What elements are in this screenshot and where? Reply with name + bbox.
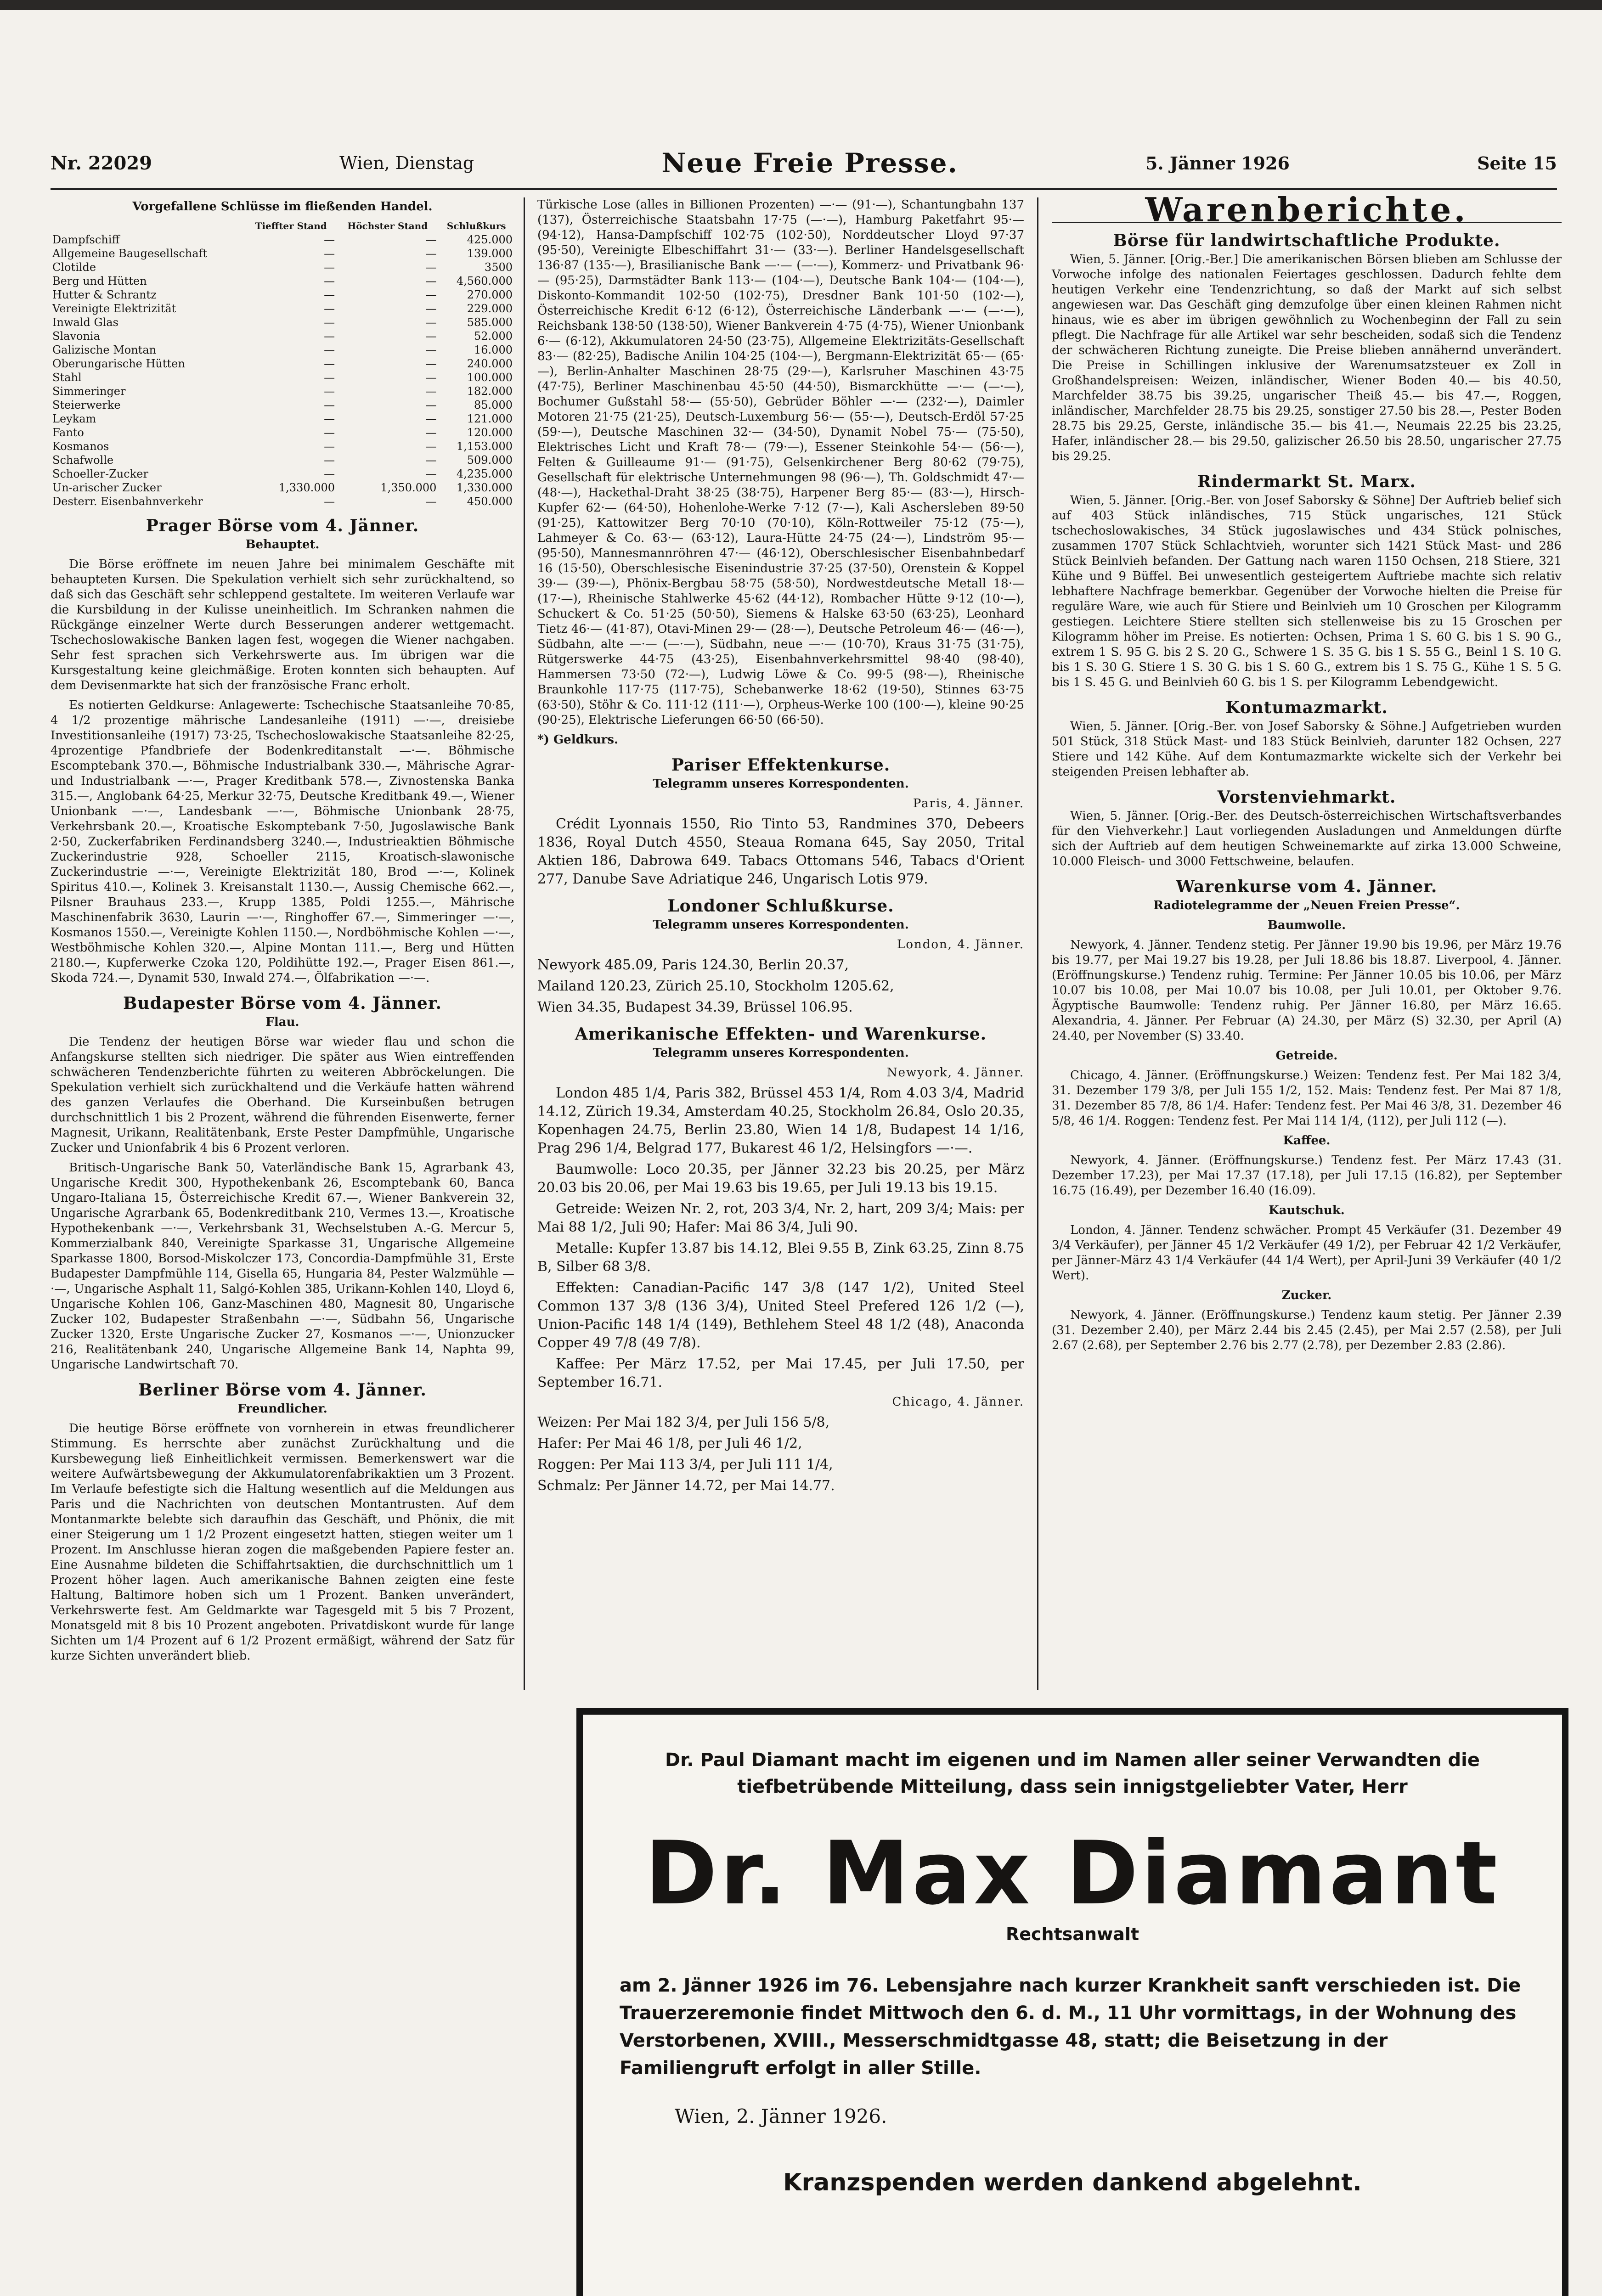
column-rule <box>1037 197 1038 1690</box>
borstenviehmarkt-title: Vorstenviehmarkt. <box>1217 788 1396 807</box>
kontumazmarkt-report: Wien, 5. Jänner. [Orig.-Ber. von Josef Saborsky & Söhne.] Aufgetrieben wurden 501 Stück, 318 Stück Mast- und 183 Stück Beinlvieh, darunter 182 Ochsen, 227 Stiere und 142 Kühe. Auf dem Kontumazmarkte wickelte sich der Verkehr bei steigenden Preisen lebhafter ab. <box>1052 720 1562 779</box>
deal-close: 240.000 <box>467 357 513 370</box>
chicago-line: Roggen: Per Mai 113 3/4, per Juli 111 1/4, <box>537 1457 833 1473</box>
deal-name: Desterr. Eisenbahnverkehr <box>52 495 203 508</box>
deal-name: Un-arischer Zucker <box>52 481 162 494</box>
chicago-line: Weizen: Per Mai 182 3/4, per Juli 156 5/8, <box>537 1414 830 1430</box>
budapest-report: Die Tendenz der heutigen Börse war wieder flau und schon die Anfangskurse stellten sich niedriger. Die später aus Wien eintreffenden schwächeren Tendenzberichte führten zu weiteren Abbröckelungen. Die Spekulation verhielt sich zurückhaltend und die Verkäufe hatten während des ganzen Verlaufes die Oberhand. Die Kurseinbußen betrugen durchschnittlich 1 bis 2 Prozent, während die führenden Eisenwerte, ferner Magnesit, Urikann, Realitätenbank, Erste Pester Dampfmühle, Ungarische Zucker und Unionfabrik 4 bis 6 Prozent verloren. <box>51 1035 514 1155</box>
berlin-quotes: Türkische Lose (alles in Billionen Prozenten) —·— (91·—), Schantungbahn 137 (137), Österreichische Staatsbahn 17·75 (—·—), Hamburg Paketfahrt 95·— (94·12), Hansa-Dampfschiff 102·75 (102·50), Norddeutscher Lloyd 97·37 (95·50), Vereinigte Elbeschiffahrt 31·— (33·—). Berliner Handelsgesellschaft 136·87 (135·—), Brasilianische Bank —·— (—·—), Kommerz- und Privatbank 96·— (95·25), Darmstädter Bank 113·— (104·—), Deutsche Bank 104·— (104·—), Diskonto-Kommandit 102·50 (102·75), Dresdner Bank 101·50 (102·—), Österreichische Kredit 6·12 (6·12), Österreichische Länderbank —·— (—·—), Reichsbank 138·50 (138·50), Wiener Bankverein 4·75 (4·75), Wiener Unionbank 6·— (6·12), Akkumulatoren 24·50 (23·75), Allgemeine Elektrizitäts-Gesellschaft 83·— (82·25), Badische Anilin 104·25 (104·—), Bergmann-Elektrizität 65·— (65·—), Berlin-Anhalter Maschinen 28·75 (29·—), Karlsruher Maschinen 43·75 (47·75), Berliner Maschinenbau 45·50 (44·50), Bismarckhütte —·— (—·—), Bochumer Gußstahl 58·— (55·50), Gebrüder Böhler —·— (232·—), Daimler Motoren 21·75 (21·25), Deutsch-Luxemburg 56·— (55·—), Deutsch-Erdöl 57·25 (59·—), Deutsche Maschinen 32·— (34·50), Dynamit Nobel 75·— (75·50), Elektrisches Licht und Kraft 78·— (79·—), Essener Steinkohle 54·— (56·—), Felten & Guilleaume 91·— (91·75), Gelsenkirchener Berg 80·62 (79·75), Gesellschaft für elektrische Unternehmungen 98 (96·—), Th. Goldschmidt 47·— (48·—), Hackethal-Draht 38·25 (38·75), Harpener Berg 85·— (83·—), Hirsch-Kupfer 62·— (64·50), Hohenlohe-Werke 7·12 (7·—), Kali Aschersleben 89·50 (91·25), Kattowitzer Berg 70·10 (70·10), Köln-Rottweiler 75·12 (75·—), Lahmeyer & Co. 63·— (63·12), Laura-Hütte 24·75 (24·—), Lindström 95·— (95·50), Mannesmannröhren 47·— (46·12), Oberschlesischer Eisenbahnbedarf 16 (15·50), Oberschlesische Eisenindustrie 37·25 (37·50), Orenstein & Koppel 39·— (39·—), Phönix-Bergbau 58·75 (58·50), Nordwestdeutsche Metall 18·— (17·—), Rheinische Stahlwerke 45·62 (44·12), Rombacher Hütte 9·12 (10·—), Schuckert & Co. 51·25 (50·50), Siemens & Halske 63·50 (63·25), Leonhard Tietz 46·— (41·87), Otavi-Minen 29·— (28·—), Deutsche Petroleum 46·— (46·—), Südbahn, alte —·— (—·—), Südbahn, neue —·— (10·70), Kraus 31·75 (31·75), Rütgerswerke 44·75 (43·25), Eisenbahnverkehrsmittel 98·40 (98·40), Hammersen 73·50 (72·—), Ludwig Löwe & Co. 99·5 (98·—), Rheinische Braunkohle 117·75 (117·75), Schebanwerke 18·62 (19·50), Stinnes 63·75 (63·50), Stöhr & Co. 111·12 (111·—), Orpheus-Werke 100 (100·—), kleine 90·25 (90·25), Elektrische Lieferungen 66·50 (66·50). <box>537 198 1024 727</box>
deals-row <box>51 495 514 508</box>
zucker-report: Newyork, 4. Jänner. (Eröffnungskurse.) Tendenz kaum stetig. Per Jänner 2.39 (31. Dezember 2.40), per März 2.44 bis 2.45 (2.45), per Mai 2.57 (2.58), per Juli 2.67 (2.68), per September 2.76 bis 2.77 (2.78), per Dezember 2.83 (2.86). <box>1052 1308 1562 1352</box>
deal-low: — <box>324 454 335 467</box>
baumwolle-title: Baumwolle. <box>1267 918 1346 932</box>
scan-edge <box>0 0 1602 10</box>
deal-close: 229.000 <box>467 302 513 315</box>
deal-name: Hutter & Schrantz <box>52 288 157 301</box>
deal-name: Schafwolle <box>52 454 114 467</box>
deal-name: Inwald Glas <box>52 316 118 329</box>
deal-high: — <box>425 385 437 398</box>
deals-row <box>51 467 514 481</box>
deal-high: — <box>425 233 437 246</box>
deal-low: — <box>324 412 335 425</box>
deal-high: — <box>425 343 437 356</box>
berlin-title: Berliner Börse vom 4. Jänner. <box>138 1380 427 1400</box>
amerika-metals: Metalle: Kupfer 13.87 bis 14.12, Blei 9.55 B, Zink 63.25, Zinn 8.75 B, Silber 68 3/8. <box>537 1240 1024 1275</box>
deal-low: — <box>324 247 335 260</box>
obituary-place-date: Wien, 2. Jänner 1926. <box>675 2105 887 2127</box>
budapest-title: Budapester Börse vom 4. Jänner. <box>123 994 442 1013</box>
deal-close: 1,330.000 <box>456 481 513 494</box>
deal-high: — <box>425 399 437 411</box>
deal-close: 120.000 <box>467 426 513 439</box>
deal-high: — <box>425 440 437 453</box>
column-middle <box>537 197 1024 1498</box>
deal-name: Galizische Montan <box>52 343 157 356</box>
chicago-line: Schmalz: Per Jänner 14.72, per Mai 14.77. <box>537 1478 835 1494</box>
deal-name: Vereinigte Elektrizität <box>52 302 176 315</box>
deal-close: 4,560.000 <box>456 275 513 287</box>
deal-name: Berg und Hütten <box>52 275 147 287</box>
deal-low: — <box>324 467 335 480</box>
zucker-title: Zucker. <box>1281 1289 1332 1302</box>
deals-col-high: Höchster Stand <box>347 220 428 231</box>
deal-close: 585.000 <box>467 316 513 329</box>
deals-body <box>51 233 514 508</box>
london-line: Mailand 120.23, Zürich 25.10, Stockholm 1205.62, <box>537 978 894 994</box>
kontumazmarkt-title: Kontumazmarkt. <box>1225 698 1388 717</box>
deal-low: — <box>324 288 335 301</box>
berlin-subtitle: Freundlicher. <box>237 1402 327 1416</box>
obituary-profession: Rechtsanwalt <box>1005 1924 1139 1944</box>
page-number: Seite 15 <box>1477 152 1557 174</box>
deal-low: — <box>324 426 335 439</box>
deals-row <box>51 247 514 260</box>
deal-close: 3500 <box>484 261 513 274</box>
deal-close: 100.000 <box>467 371 513 384</box>
deal-name: Simmeringer <box>52 385 126 398</box>
paris-dateline: Paris, 4. Jänner. <box>913 797 1024 810</box>
deal-high: — <box>425 454 437 467</box>
amerika-effects: Effekten: Canadian-Pacific 147 3/8 (147 1/2), United Steel Common 137 3/8 (136 3/4), United Steel Prefered 126 1/2 (—), Union-Pacific 148 1/4 (149), Bethlehem Steel 48 1/2 (48), Anaconda Copper 49 7/8 (49 7/8). <box>537 1280 1024 1351</box>
deal-name: Oberungarische Hütten <box>52 357 185 370</box>
prag-quotes: Es notierten Geldkurse: Anlagewerte: Tschechische Staatsanleihe 70·85, 4 1/2 prozentige mährische Landesanleihe (1911) —·—, dreisiebe Investitionsanleihe (1917) 73·25, Tschechoslowakische Staatsanleihe 82·25, 4prozentige Pfandbriefe der Bodenkreditanstalt —·—. Böhmische Escomptebank 370.—, Böhmische Industrialbank 330.—, Mährische Agrar- und Industrialbank —·—, Prager Kreditbank 578.—, Zivnostenska Banka 315.—, Anglobank 64·25, Merkur 32·75, Deutsche Kreditbank 49.—, Wiener Unionbank —·—, Landesbank —·—, Böhmische Unionbank 28·75, Verkehrsbank 20.—, Kroatische Eskomptebank 7·50, Jugoslawische Bank 2·50, Zuckerfabriken Ferdinandsberg 3240.—, Industrieaktien Böhmische Zuckerindustrie 928, Schoeller 2115, Kroatisch-slawonische Zuckerindustrie —·—, Vereinigte Elektrizität 180, Brod —·—, Kolinek Spiritus 410.—, Kolinek 3. Kreisanstalt 1130.—, Aussig Chemische 662.—, Pilsner Brauhaus 233.—, Krupp 1385, Poldi 1255.—, Mährische Maschinenfabrik 3630, Laurin —·—, Ringhoffer 67.—, Simmeringer —·—, Kosmanos 1550.—, Vereinigte Kohlen 1150.—, Nordböhmische Kohlen —·—, Westböhmische Kohlen 320.—, Alpine Montan 111.—, Berg und Hütten 2180.—, Kupferwerke Czoka 120, Poldihütte 192.—, Prager Eisen 861.—, Skoda 724.—, Dynamit 530, Inwald 274.—, Ölfabrikation —·—. <box>51 698 514 985</box>
boerse-title: Börse für landwirtschaftliche Produkte. <box>1113 231 1500 250</box>
deal-close: 450.000 <box>467 495 513 508</box>
deal-low: — <box>324 343 335 356</box>
borstenviehmarkt-report: Wien, 5. Jänner. [Orig.-Ber. des Deutsch-österreichischen Wirtschaftsverbandes für den Viehverkehr.] Laut vorliegenden Ausladungen und Anmeldungen dürfte sich der Auftrieb auf dem heutigen Schweinemarkte auf zirka 13.000 Schweine, 10.000 Fleisch- und 3000 Fettschweine, belaufen. <box>1052 809 1562 868</box>
kautschuk-title: Kautschuk. <box>1269 1204 1345 1217</box>
deal-close: 121.000 <box>467 412 513 425</box>
london-dateline: London, 4. Jänner. <box>897 938 1024 951</box>
amerika-subtitle: Telegramm unseres Korrespondenten. <box>653 1046 909 1060</box>
obituary-footer: Kranzspenden werden dankend abgelehnt. <box>783 2169 1362 2196</box>
warenkurse-subtitle: Radiotelegramme der „Neuen Freien Presse“. <box>1153 899 1460 912</box>
deal-low: 1,330.000 <box>278 481 335 494</box>
deal-high: — <box>425 357 437 370</box>
deals-row <box>51 357 514 371</box>
rindermarkt-title: Rindermarkt St. Marx. <box>1197 472 1416 491</box>
deal-name: Stahl <box>52 371 82 384</box>
deals-row <box>51 302 514 315</box>
deals-row <box>51 384 514 398</box>
kaffee-title: Kaffee. <box>1283 1134 1331 1148</box>
boerse-report: Wien, 5. Jänner. [Orig.-Ber.] Die amerikanischen Börsen blieben am Schlusse der Vorwoche infolge des nationalen Feiertages geschlossen. Dadurch fehlte dem heutigen Verkehr eine Tendenzrichtung, so daß der Markt auf sich selbst angewiesen war. Das Geschäft ging demzufolge über einen kleinen Rahmen nicht hinaus, wie es aber im übrigen gewöhnlich zu Wochenbeginn der Fall zu sein pflegt. Die Nachfrage für alle Artikel war sehr bescheiden, sodaß sich die Tendenz der schwächeren Richtung zuneigte. Die Preise blieben annähernd unverändert. Die Preise in Schillingen inklusive der Warenumsatzsteuer ex Zoll in Großhandelspreisen: Weizen, inländischer, Wiener Boden 40.— bis 40.50, Marchfelder 38.75 bis 39.25, ungarischer Theiß 45.— bis 47.—, Roggen, inländischer, Marchfelder 28.75 bis 29.25, sonstiger 27.50 bis 28.—, Pester Boden 28.75 bis 29.25, Gerste, inländische 35.— bis 41.—, Neumais 22.25 bis 23.25, Hafer, inländischer 28.— bis 29.50, galizischer 26.50 bis 28.50, ungarischer 27.75 bis 29.25. <box>1052 253 1562 463</box>
deal-high: — <box>425 495 437 508</box>
deal-close: 85.000 <box>474 399 513 411</box>
baumwolle-report: Newyork, 4. Jänner. Tendenz stetig. Per Jänner 19.90 bis 19.96, per März 19.76 bis 19.77, per Mai 19.27 bis 19.28, per Juli 18.86 bis 18.87. Liverpool, 4. Jänner. (Eröffnungskurse.) Tendenz ruhig. Termine: Per Jänner 10.05 bis 10.06, per März 10.07 bis 10.08, per Mai 10.07 bis 10.08, per Juli 10.01, per Oktober 9.76. Ägyptische Baumwolle: Tendenz ruhig. Per Jänner 16.80, per März 16.65. Alexandria, 4. Jänner. Per Februar (A) 24.30, per März (S) 32.30, per April (A) 24.40, per November (S) 33.40. <box>1052 938 1562 1043</box>
deal-low: — <box>324 275 335 287</box>
deal-close: 52.000 <box>474 330 513 343</box>
london-line: Wien 34.35, Budapest 34.39, Brüssel 106.95. <box>537 999 853 1015</box>
page-header <box>51 138 1557 190</box>
london-line: Newyork 485.09, Paris 124.30, Berlin 20.37, <box>537 957 849 973</box>
deal-high: — <box>425 275 437 287</box>
deals-header-row <box>51 219 514 233</box>
deal-close: 1,153.000 <box>456 440 513 453</box>
paris-quotes: Crédit Lyonnais 1550, Rio Tinto 53, Randmines 370, Debeers 1836, Royal Dutch 4550, Steaua Romana 645, Say 2050, Trital Aktien 186, Dabrowa 649. Tabacs Ottomans 546, Tabacs d'Orient 277, Danube Save Adriatique 246, Ungarisch Lotis 979. <box>537 816 1024 887</box>
deals-row <box>51 426 514 439</box>
deals-row <box>51 371 514 384</box>
warenberichte-title: Warenberichte. <box>1052 202 1562 223</box>
deal-close: 509.000 <box>467 454 513 467</box>
deal-low: — <box>324 233 335 246</box>
deal-low: — <box>324 302 335 315</box>
deals-col-close: Schlußkurs <box>446 220 506 231</box>
amerika-title: Amerikanische Effekten- und Warenkurse. <box>575 1024 987 1044</box>
london-title: Londoner Schlußkurse. <box>667 896 894 916</box>
amerika-coffee: Kaffee: Per März 17.52, per Mai 17.45, per Juli 17.50, per September 16.71. <box>537 1356 1024 1390</box>
deals-row <box>51 343 514 357</box>
column-left <box>51 197 514 1668</box>
deal-low: — <box>324 495 335 508</box>
chicago-line: Hafer: Per Mai 46 1/8, per Juli 46 1/2, <box>537 1435 802 1452</box>
amerika-dateline: Newyork, 4. Jänner. <box>886 1066 1024 1080</box>
deal-close: 4,235.000 <box>456 467 513 480</box>
header-date: 5. Jänner 1926 <box>1145 152 1290 174</box>
budapest-quotes: Britisch-Ungarische Bank 50, Vaterländische Bank 15, Agrarbank 43, Ungarische Kredit 300, Hypothekenbank 26, Escomptebank 60, Banca Ungaro-Italiana 15, Österreichische Kredit 67.—, Wiener Bankverein 32, Ungarische Agrarbank 65, Bodenkreditbank 210, Vermes 13.—, Kroatische Hypothekenbank —·—, Verkehrsbank 31, Wechselstuben A.-G. Mercur 5, Kommerzialbank 840, Vereinigte Sparkasse 31, Ungarische Allgemeine Sparkasse 1800, Borsod-Miskolczer 173, Concordia-Dampfmühle 31, Erste Budapester Dampfmühle 114, Gisella 65, Hungaria 84, Pester Walzmühle —·—, Ungarische Asphalt 11, Salgó-Kohlen 385, Urikann-Kohlen 140, Lloyd 6, Ungarische Kohlen 106, Ganz-Maschinen 480, Magnesit 80, Ungarische Zucker 102, Budapester Straßenbahn —·—, Südbahn 56, Ungarische Zucker 1320, Erste Ungarische Zucker 27, Kosmanos —·—, Unionzucker 216, Realitätenbank 240, Ungarische Allgemeine Bank 14, Naphta 99, Ungarische Landwirtschaft 70. <box>51 1161 514 1372</box>
chicago-dateline: Chicago, 4. Jänner. <box>892 1395 1024 1409</box>
kautschuk-report: London, 4. Jänner. Tendenz schwächer. Prompt 45 Verkäufer (31. Dezember 49 3/4 Verkäufer), per Jänner 45 1/2 Verkäufer (49 1/2), per Februar 42 1/2 Verkäufer, per Jänner-März 43 1/4 Verkäufer (44 1/4 Wert), per April-Juni 39 Verkäufer (40 1/2 Wert). <box>1052 1223 1562 1283</box>
column-right <box>1052 190 1562 1358</box>
deals-row <box>51 288 514 302</box>
paris-title: Pariser Effektenkurse. <box>671 755 891 775</box>
deal-high: — <box>425 330 437 343</box>
deals-title: Vorgefallene Schlüsse im fließenden Handel. <box>132 200 433 214</box>
deal-name: Slavonia <box>52 330 100 343</box>
deal-high: — <box>425 288 437 301</box>
amerika-exchange: London 485 1/4, Paris 382, Brüssel 453 1/4, Rom 4.03 3/4, Madrid 14.12, Zürich 19.34, Amsterdam 40.25, Stockholm 26.84, Oslo 20.35, Kopenhagen 24.75, Berlin 23.80, Wien 14 1/8, Budapest 14 1/16, Prag 296 1/4, Belgrad 177, Bukarest 46 1/2, Helsingfors —·—. <box>537 1085 1024 1156</box>
deals-row <box>51 233 514 247</box>
deal-low: — <box>324 385 335 398</box>
prag-title: Prager Börse vom 4. Jänner. <box>146 516 419 535</box>
column-rule <box>524 197 525 1690</box>
deal-low: — <box>324 399 335 411</box>
deals-row <box>51 274 514 288</box>
deal-high: — <box>425 412 437 425</box>
deal-name: Fanto <box>52 426 84 439</box>
deals-row <box>51 315 514 329</box>
deals-row <box>51 439 514 453</box>
berlin-report: Die heutige Börse eröffnete von vornherein in etwas freundlicherer Stimmung. Es herrschte aber zunächst Zurückhaltung und die Kursbewegung ließ Einheitlichkeit vermissen. Bemerkenswert war die weitere Aufwärtsbewegung der Akkumulatorenfabrikaktien um 3 Prozent. Im Verlaufe befestigte sich die Haltung wesentlich auf die Meldungen aus Paris und die Nachrichten von deutschen Montantrusten. Auf dem Montanmarkte belebte sich daraufhin das Geschäft, und Phönix, die mit einer Steigerung um 1 1/2 Prozent eingesetzt hatten, stiegen weiter um 1 Prozent. Im Anschlusse hieran zogen die maßgebenden Papiere fester an. Eine Ausnahme bildeten die Schiffahrtsaktien, die durchschnittlich um 1 Prozent höher lagen. Auch amerikanische Bahnen zeigten eine feste Haltung, Baltimore hoben sich um 1 Prozent. Banken unverändert, Verkehrswerte fest. Am Geldmarkte war Tagesgeld mit 5 bis 7 Prozent, Monatsgeld mit 8 bis 10 Prozent angeboten. Privatdiskont wurde für lange Sichten um 1/4 Prozent auf 6 1/2 Prozent ermäßigt, während der Satz für kurze Sichten unverändert blieb. <box>51 1422 514 1663</box>
header-place-day: Wien, Dienstag <box>339 153 474 173</box>
deal-name: Allgemeine Baugesellschaft <box>52 247 208 260</box>
obituary-details: am 2. Jänner 1926 im 76. Lebensjahre nach kurzer Krankheit sanft verschieden ist. Die Trauerzeremonie findet Mittwoch den 6. d. M., 11 Uhr vormittags, in der Wohnung des Verstorbenen, XVIII., Messerschmidtgasse 48, statt; die Beisetzung in der Familiengruft erfolgt in aller Stille. <box>620 1975 1521 2079</box>
obituary-intro: Dr. Paul Diamant macht im eigenen und im Namen aller seiner Verwandten die tiefbetrübende Mitteilung, dass sein innigstgeliebter Vater, Herr <box>665 1750 1480 1797</box>
deal-high: — <box>425 426 437 439</box>
deal-name: Leykam <box>52 412 96 425</box>
deal-high: — <box>425 247 437 260</box>
getreide-report: Chicago, 4. Jänner. (Eröffnungskurse.) Weizen: Tendenz fest. Per Mai 182 3/4, 31. Dezember 179 3/8, per Juli 155 1/2, 152. Mais: Tendenz fest. Per Mai 87 1/8, 31. Dezember 85 7/8, 86 1/4. Hafer: Tendenz fest. Per Mai 46 3/8, 31. Dezember 46 5/8, 46 1/4. Roggen: Tendenz fest. Per Mai 114 1/4, (112), per Juli 112 (—). <box>1052 1069 1562 1128</box>
budapest-subtitle: Flau. <box>265 1015 299 1029</box>
deal-close: 16.000 <box>474 343 513 356</box>
deal-low: — <box>324 371 335 384</box>
amerika-cotton: Baumwolle: Loco 20.35, per Jänner 32.23 bis 20.25, per März 20.03 bis 20.06, per Mai 19.63 bis 19.65, per Juli 19.13 bis 19.15. <box>537 1161 1024 1196</box>
deal-low: — <box>324 316 335 329</box>
deal-close: 270.000 <box>467 288 513 301</box>
deals-table <box>51 219 514 508</box>
deal-low: — <box>324 440 335 453</box>
deal-high: — <box>425 371 437 384</box>
deal-close: 425.000 <box>467 233 513 246</box>
deal-high: — <box>425 302 437 315</box>
deals-row <box>51 412 514 426</box>
deal-name: Kosmanos <box>52 440 109 453</box>
prag-subtitle: Behauptet. <box>245 538 320 551</box>
deal-high: — <box>425 261 437 274</box>
deal-high: 1,350.000 <box>380 481 437 494</box>
deal-close: 182.000 <box>467 385 513 398</box>
obituary-name: Dr. Max Diamant <box>645 1823 1500 1924</box>
deals-row <box>51 453 514 467</box>
deals-row <box>51 481 514 495</box>
issue-number: Nr. 22029 <box>51 152 152 174</box>
getreide-title: Getreide. <box>1275 1049 1338 1063</box>
deal-high: — <box>425 316 437 329</box>
deals-row <box>51 398 514 412</box>
deals-col-low: Tieffter Stand <box>255 220 327 231</box>
deal-close: 139.000 <box>467 247 513 260</box>
deal-low: — <box>324 261 335 274</box>
deal-name: Schoeller-Zucker <box>52 467 148 480</box>
amerika-grain: Getreide: Weizen Nr. 2, rot, 203 3/4, Nr. 2, hart, 209 3/4; Mais: per Mai 88 1/2, Juli 90; Hafer: Mai 86 3/4, Juli 90. <box>537 1201 1024 1235</box>
deal-low: — <box>324 357 335 370</box>
london-subtitle: Telegramm unseres Korrespondenten. <box>653 918 909 932</box>
prag-report: Die Börse eröffnete im neuen Jahre bei minimalem Geschäfte mit behaupteten Kursen. Die Spekulation verhielt sich sehr zurückhaltend, so daß sich das Geschäft sehr schleppend gestaltete. Im weiteren Verlaufe war die Kursbildung in der Kulisse uneinheitlich. Im Schranken nahmen die Rückgänge einzelner Werte durch Besserungen anderer wettgemacht. Tschechoslowakische Banken lagen fest, wogegen die Wiener nachgaben. Sehr fest sprachen sich Verkehrswerte aus. Im übrigen war die Kursgestaltung keine gleichmäßige. Eroten konnten sich behaupten. Auf dem Devisenmarkte hat sich der französische Franc erholt. <box>51 557 514 692</box>
deal-name: Steierwerke <box>52 399 121 411</box>
warenkurse-title: Warenkurse vom 4. Jänner. <box>1176 877 1438 896</box>
berlin-quotes-note: *) Geldkurs. <box>537 733 619 747</box>
paris-subtitle: Telegramm unseres Korrespondenten. <box>653 777 909 791</box>
deals-row <box>51 329 514 343</box>
deal-low: — <box>324 330 335 343</box>
deal-name: Dampfschiff <box>52 233 120 246</box>
rindermarkt-report: Wien, 5. Jänner. [Orig.-Ber. von Josef Saborsky & Söhne] Der Auftrieb belief sich auf 403 Stück inländisches, 715 Stück ungarisches, 121 Stück tschechoslowakisches, 34 Stück jugoslawisches und 434 Stück polnisches, zusammen 1707 Stück Schlachtvieh, worunter sich 1421 Stück Mast- und 286 Stück Beinlvieh befanden. Der Gattung nach waren 1150 Ochsen, 218 Stiere, 321 Kühe und 9 Büffel. Bei unwesentlich gesteigertem Auftriebe machte sich relativ lebhaftere Nachfrage bemerkbar. Gegenüber der Vorwoche hielten die Preise für reguläre Ware, wie auch für Stiere und Beinlvieh um 10 Groschen per Kilogramm gestiegen. Leichtere Stiere stellten sich stellenweise bis zu 15 Groschen per Kilogramm höher im Preise. Es notierten: Ochsen, Prima 1 S. 60 G. bis 1 S. 90 G., extrem 1 S. 95 G. bis 2 S. 20 G., Schwere 1 S. 35 G. bis 1 S. 55 G., Beinl 1 S. 10 G. bis 1 S. 30 G. Stiere 1 S. 30 G. bis 1 S. 60 G., extrem bis 1 S. 75 G., Kühe 1 S. 5 G. bis 1 S. 45 G. und Beinlvieh 60 G. bis 1 S. per Kilogramm Lebendgewicht. <box>1052 494 1562 689</box>
deal-high: — <box>425 467 437 480</box>
deals-row <box>51 260 514 274</box>
masthead: Neue Freie Presse. <box>661 147 958 179</box>
deal-name: Clotilde <box>52 261 96 274</box>
obituary-notice <box>576 1708 1568 2296</box>
kaffee-report: Newyork, 4. Jänner. (Eröffnungskurse.) Tendenz fest. Per März 17.43 (31. Dezember 17.23), per Mai 17.37 (17.18), per Juli 17.15 (16.82), per September 16.75 (16.49), per Dezember 16.40 (16.09). <box>1052 1154 1562 1198</box>
